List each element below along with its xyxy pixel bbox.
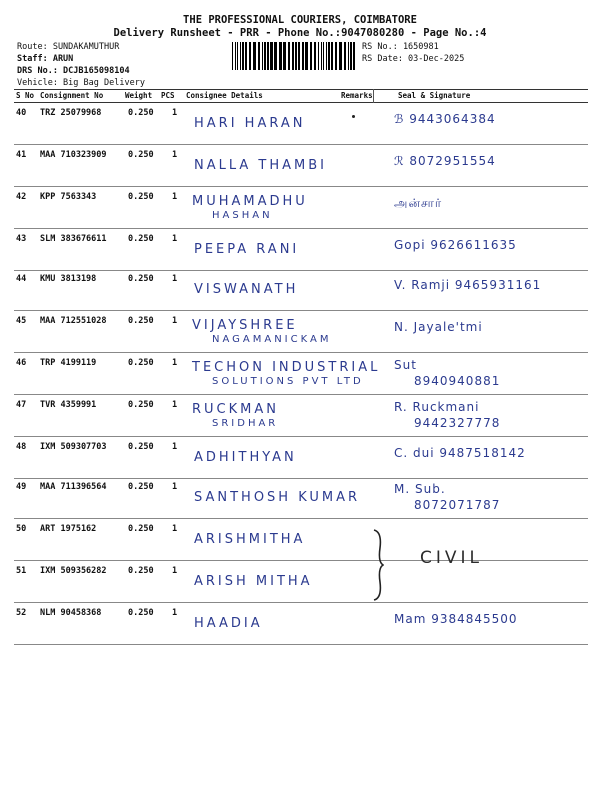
barcode-bar	[310, 42, 312, 70]
vehicle-label: Vehicle: Big Bag Delivery	[17, 78, 145, 88]
barcode-bar	[350, 42, 352, 70]
table-row	[14, 476, 588, 519]
consignee-name-line2: SRIDHAR	[212, 418, 279, 429]
barcode-bar	[314, 42, 316, 70]
barcode-bar	[348, 42, 349, 70]
signature-phone: 8940940881	[414, 374, 501, 388]
consignment-number: NLM 90458368	[40, 608, 102, 618]
serial-number: 52	[16, 608, 27, 618]
barcode-bar	[240, 42, 241, 70]
barcode-bar	[274, 42, 277, 70]
weight-value: 0.250	[128, 400, 154, 410]
signature-text: Gopi 9626611635	[394, 238, 517, 252]
table-row	[14, 352, 588, 395]
consignee-name: HAADIA	[194, 616, 263, 631]
barcode-bar	[283, 42, 286, 70]
barcode-bar	[270, 42, 273, 70]
consignment-number: TRZ 25079968	[40, 108, 102, 118]
barcode-bar	[318, 42, 319, 70]
consignee-name: VISWANATH	[194, 282, 299, 297]
barcode-bar	[323, 42, 324, 70]
barcode-bar	[288, 42, 290, 70]
pieces-count: 1	[172, 192, 178, 202]
barcode-image	[232, 42, 356, 70]
col-sno: S No	[16, 91, 35, 100]
pieces-count: 1	[172, 274, 178, 284]
pieces-count: 1	[172, 608, 178, 618]
barcode-bar	[258, 42, 260, 70]
table-row	[14, 310, 588, 353]
weight-value: 0.250	[128, 524, 154, 534]
consignment-number: TRP 4199119	[40, 358, 97, 368]
serial-number: 47	[16, 400, 27, 410]
table-row	[14, 518, 588, 561]
bracket-mark	[372, 528, 384, 602]
table-header	[14, 89, 588, 103]
consignee-name: PEEPA RANI	[194, 242, 300, 257]
col-pcs: PCS	[161, 91, 175, 100]
table-row	[14, 228, 588, 271]
consignee-name: ADHITHYAN	[194, 450, 297, 465]
barcode-bar	[305, 42, 308, 70]
consignment-number: KPP 7563343	[40, 192, 97, 202]
barcode-bar	[326, 42, 327, 70]
signature-text: N. Jayale'tmi	[394, 320, 483, 334]
barcode-bar	[264, 42, 266, 70]
pieces-count: 1	[172, 524, 178, 534]
serial-number: 45	[16, 316, 27, 326]
serial-number: 49	[16, 482, 27, 492]
consignment-number: SLM 383676611	[40, 234, 107, 244]
serial-number: 46	[16, 358, 27, 368]
serial-number: 42	[16, 192, 27, 202]
table-row	[14, 102, 588, 145]
serial-number: 44	[16, 274, 27, 284]
remarks-divider	[373, 89, 374, 103]
route-label: Route: SUNDAKAMUTHUR	[17, 42, 120, 52]
signature-phone: 9442327778	[414, 416, 501, 430]
consignee-name: ARISH MITHA	[194, 574, 313, 589]
weight-value: 0.250	[128, 108, 154, 118]
remarks-mark	[352, 115, 355, 118]
pieces-count: 1	[172, 566, 178, 576]
signature-phone: 8072071787	[414, 498, 501, 512]
pieces-count: 1	[172, 400, 178, 410]
barcode-bar	[335, 42, 337, 70]
signature-text: Sut	[394, 358, 417, 372]
barcode-bar	[321, 42, 322, 70]
barcode-bar	[242, 42, 244, 70]
consignee-name: HARI HARAN	[194, 116, 306, 131]
consignment-number: ART 1975162	[40, 524, 97, 534]
serial-number: 41	[16, 150, 27, 160]
weight-value: 0.250	[128, 234, 154, 244]
pieces-count: 1	[172, 108, 178, 118]
consignment-number: IXM 509307703	[40, 442, 107, 452]
consignee-name: SANTHOSH KUMAR	[194, 490, 361, 505]
serial-number: 50	[16, 524, 27, 534]
consignee-name: ARISHMITHA	[194, 532, 306, 547]
consignee-name: RUCKMAN	[192, 402, 279, 417]
consignee-name-line2: HASHAN	[212, 210, 273, 221]
consignment-number: KMU 3813198	[40, 274, 97, 284]
pieces-count: 1	[172, 316, 178, 326]
barcode-bar	[253, 42, 256, 70]
pieces-count: 1	[172, 442, 178, 452]
consignee-name-line2: NAGAMANICKAM	[212, 334, 332, 345]
signature-text: R. Ruckmani	[394, 400, 480, 414]
consignment-number: TVR 4359991	[40, 400, 97, 410]
barcode-bar	[339, 42, 342, 70]
serial-number: 40	[16, 108, 27, 118]
table-row	[14, 186, 588, 229]
consignee-name: VIJAYSHREE	[192, 318, 298, 333]
barcode-bar	[331, 42, 333, 70]
table-row	[14, 268, 588, 311]
drs-number: DRS No.: DCJB165098104	[17, 66, 130, 76]
barcode-bar	[353, 42, 355, 70]
table-row	[14, 560, 588, 603]
barcode-bar	[235, 42, 236, 70]
consignee-name: MUHAMADHU	[192, 194, 308, 209]
rs-number: RS No.: 1650981	[362, 42, 439, 52]
weight-value: 0.250	[128, 442, 154, 452]
consignment-number: MAA 710323909	[40, 150, 107, 160]
pieces-count: 1	[172, 358, 178, 368]
col-consignee: Consignee Details	[186, 91, 263, 100]
weight-value: 0.250	[128, 358, 154, 368]
weight-value: 0.250	[128, 316, 154, 326]
weight-value: 0.250	[128, 192, 154, 202]
weight-value: 0.250	[128, 482, 154, 492]
table-row	[14, 436, 588, 479]
weight-value: 0.250	[128, 150, 154, 160]
barcode-bar	[302, 42, 304, 70]
barcode-bar	[262, 42, 263, 70]
consignee-name: NALLA THAMBI	[194, 158, 328, 173]
pieces-count: 1	[172, 234, 178, 244]
pieces-count: 1	[172, 482, 178, 492]
table-row	[14, 394, 588, 437]
barcode-bar	[267, 42, 269, 70]
barcode-bar	[232, 42, 233, 70]
consignment-number: IXM 509356282	[40, 566, 107, 576]
staff-label: Staff: ARUN	[17, 54, 74, 64]
barcode-bar	[298, 42, 300, 70]
signature-text: C. dui 9487518142	[394, 446, 526, 460]
col-weight: Weight	[125, 91, 153, 100]
table-row	[14, 144, 588, 187]
weight-value: 0.250	[128, 274, 154, 284]
weight-value: 0.250	[128, 608, 154, 618]
weight-value: 0.250	[128, 566, 154, 576]
serial-number: 48	[16, 442, 27, 452]
barcode-bar	[344, 42, 346, 70]
col-seal: Seal & Signature	[398, 91, 471, 100]
pieces-count: 1	[172, 150, 178, 160]
col-remarks: Remarks	[341, 91, 373, 100]
barcode-bar	[237, 42, 238, 70]
consignment-number: MAA 711396564	[40, 482, 107, 492]
rs-date: RS Date: 03-Dec-2025	[362, 54, 465, 64]
table-row	[14, 602, 588, 645]
barcode-bar	[279, 42, 282, 70]
signature-text: V. Ramji 9465931161	[394, 278, 542, 292]
consignee-name: TECHON INDUSTRIAL	[192, 360, 381, 375]
barcode-bar	[249, 42, 251, 70]
signature-text: ℛ 8072951554	[394, 154, 496, 168]
barcode-bar	[245, 42, 247, 70]
civil-note: CIVIL	[420, 548, 483, 568]
consignee-name-line2: SOLUTIONS PVT LTD	[212, 376, 364, 387]
signature-text: Mam 9384845500	[394, 612, 518, 626]
runsheet-title: THE PROFESSIONAL COURIERS, COIMBATORE	[183, 14, 417, 26]
consignment-number: MAA 712551028	[40, 316, 107, 326]
col-consignment: Consignment No	[40, 91, 104, 100]
serial-number: 51	[16, 566, 27, 576]
signature-text: M. Sub.	[394, 482, 446, 496]
signature-text: அன்சார்	[394, 196, 443, 210]
runsheet-subtitle: Delivery Runsheet - PRR - Phone No.:9047080280 - Page No.:4	[113, 27, 487, 39]
serial-number: 43	[16, 234, 27, 244]
barcode-bar	[295, 42, 297, 70]
barcode-bar	[292, 42, 294, 70]
signature-text: ℬ 9443064384	[394, 112, 496, 126]
barcode-bar	[328, 42, 330, 70]
